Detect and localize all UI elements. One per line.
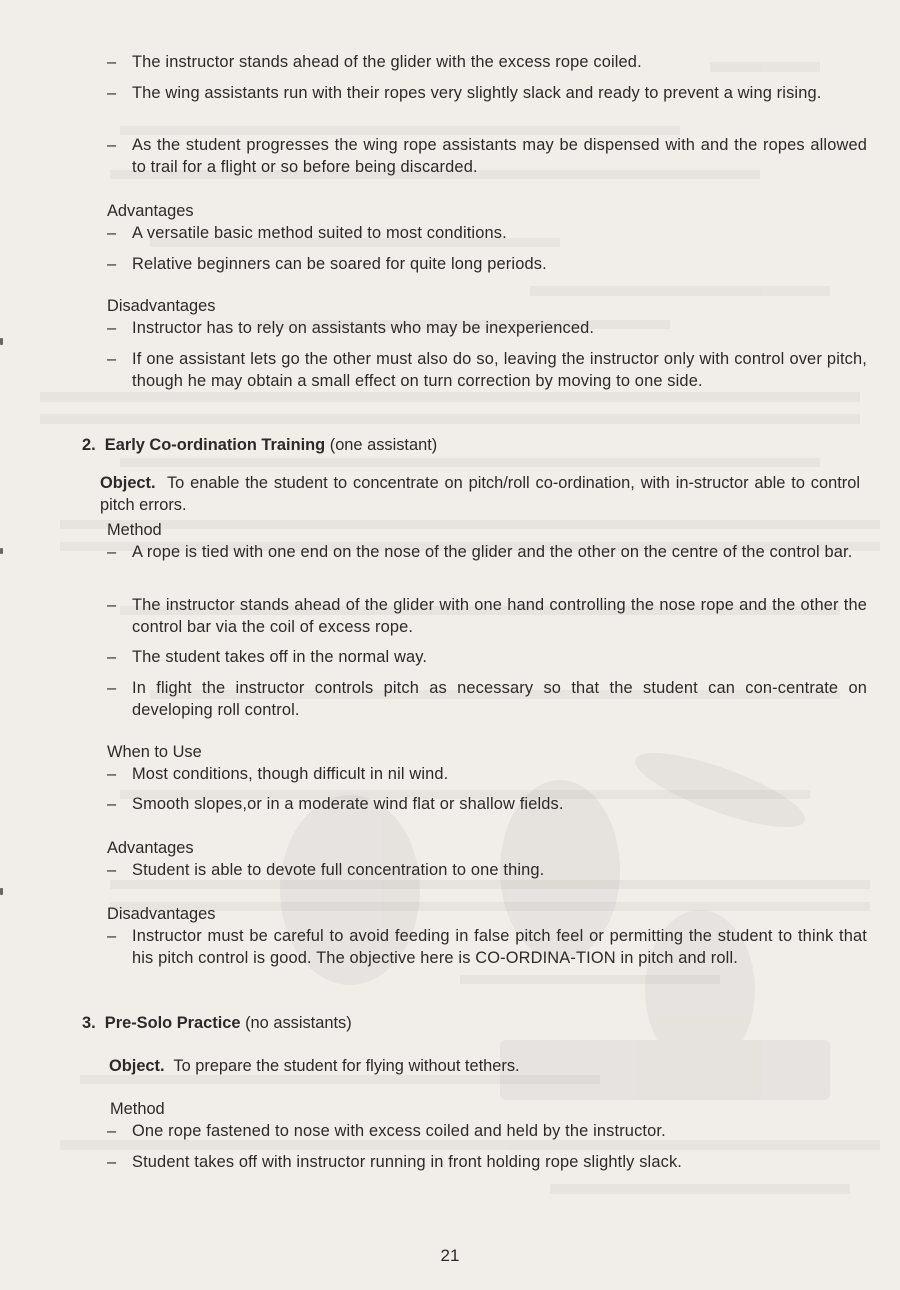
disadvantages-heading: Disadvantages	[107, 905, 216, 923]
list-item-text: Smooth slopes,or in a moderate wind flat or shallow fields.	[132, 795, 564, 813]
advantages-heading: Advantages	[107, 202, 194, 220]
method-heading: Method	[107, 521, 162, 539]
list-item-text: The student takes off in the normal way.	[132, 648, 428, 666]
list-item	[107, 222, 867, 244]
object-text: To enable the student to concentrate on pitch/roll co-ordination, with in-structor able to control pitch errors.	[100, 474, 860, 514]
list-item	[107, 594, 867, 638]
list-item-text: The instructor stands ahead of the glider with one hand controlling the nose rope and the other the control bar via the coil of excess rope.	[132, 596, 867, 636]
list-item	[107, 925, 867, 969]
section-title: Early Co-ordination Training	[104, 436, 326, 454]
binding-mark	[0, 338, 3, 345]
list-item	[107, 1120, 867, 1142]
list-item	[107, 1151, 867, 1173]
list-item-text: Most conditions, though difficult in nil wind.	[132, 765, 449, 783]
list-item-text: Student takes off with instructor running in front holding rope slightly slack.	[132, 1153, 682, 1171]
binding-mark	[0, 888, 3, 895]
list-item-text: If one assistant lets go the other must also do so, leaving the instructor only with control over pitch, though he may obtain a small effect on turn correction by moving to one side.	[132, 350, 867, 390]
list-item	[107, 541, 867, 563]
dash-marker: –	[107, 795, 117, 813]
page-number: 21	[440, 1246, 460, 1265]
list-item-text: A versatile basic method suited to most conditions.	[132, 224, 507, 242]
list-item	[107, 859, 867, 881]
list-item	[107, 134, 867, 178]
list-item-text: In flight the instructor controls pitch as necessary so that the student can con-centrate on developing roll control.	[132, 679, 867, 719]
dash-marker: –	[107, 679, 117, 697]
method-heading: Method	[110, 1100, 165, 1118]
dash-marker: –	[107, 255, 117, 273]
list-item	[107, 253, 867, 275]
dash-marker: –	[107, 861, 117, 879]
list-item	[107, 317, 867, 339]
list-item	[107, 348, 867, 392]
dash-marker: –	[107, 1122, 117, 1140]
when-to-use-heading: When to Use	[107, 743, 202, 761]
list-item-text: A rope is tied with one end on the nose of the glider and the other on the centre of the control bar.	[132, 543, 853, 561]
list-item-text: Relative beginners can be soared for quite long periods.	[132, 255, 547, 273]
object-label: Object.	[109, 1057, 165, 1075]
dash-marker: –	[107, 765, 117, 783]
dash-marker: –	[107, 136, 117, 154]
list-item-text: Instructor has to rely on assistants who may be inexperienced.	[132, 319, 595, 337]
section-heading	[82, 1012, 352, 1034]
list-item-text: The instructor stands ahead of the glider with the excess rope coiled.	[132, 53, 642, 71]
dash-marker: –	[107, 84, 117, 102]
list-item-text: The wing assistants run with their ropes very slightly slack and ready to prevent a wing rising.	[132, 84, 822, 102]
object-paragraph	[109, 1055, 859, 1077]
section-number: 2.	[82, 436, 96, 454]
binding-mark	[0, 548, 3, 554]
section-note: (no assistants)	[245, 1014, 352, 1032]
section-note: (one assistant)	[329, 436, 438, 454]
advantages-heading: Advantages	[107, 839, 194, 857]
object-text: To prepare the student for flying without tethers.	[173, 1057, 520, 1075]
list-item	[107, 677, 867, 721]
dash-marker: –	[107, 350, 117, 368]
dash-marker: –	[107, 319, 117, 337]
dash-marker: –	[107, 224, 117, 242]
list-item-text: Instructor must be careful to avoid feeding in false pitch feel or permitting the student to think that his pitch control is good. The objective here is CO-ORDINA-TION in pitch and roll.	[132, 927, 867, 967]
list-item-text: As the student progresses the wing rope assistants may be dispensed with and the ropes allowed to trail for a flight or so before being discarded.	[132, 136, 867, 176]
dash-marker: –	[107, 1153, 117, 1171]
object-label: Object.	[100, 474, 156, 492]
list-item	[107, 763, 867, 785]
list-item	[107, 646, 867, 668]
object-paragraph	[100, 472, 860, 516]
disadvantages-heading: Disadvantages	[107, 297, 216, 315]
dash-marker: –	[107, 648, 117, 666]
list-item	[107, 51, 867, 73]
section-heading	[82, 434, 437, 456]
list-item	[107, 793, 867, 815]
dash-marker: –	[107, 927, 117, 945]
list-item-text: Student is able to devote full concentration to one thing.	[132, 861, 545, 879]
list-item	[107, 82, 867, 104]
dash-marker: –	[107, 53, 117, 71]
section-title: Pre-Solo Practice	[104, 1014, 241, 1032]
dash-marker: –	[107, 543, 117, 561]
section-number: 3.	[82, 1014, 96, 1032]
list-item-text: One rope fastened to nose with excess coiled and held by the instructor.	[132, 1122, 666, 1140]
dash-marker: –	[107, 596, 117, 614]
